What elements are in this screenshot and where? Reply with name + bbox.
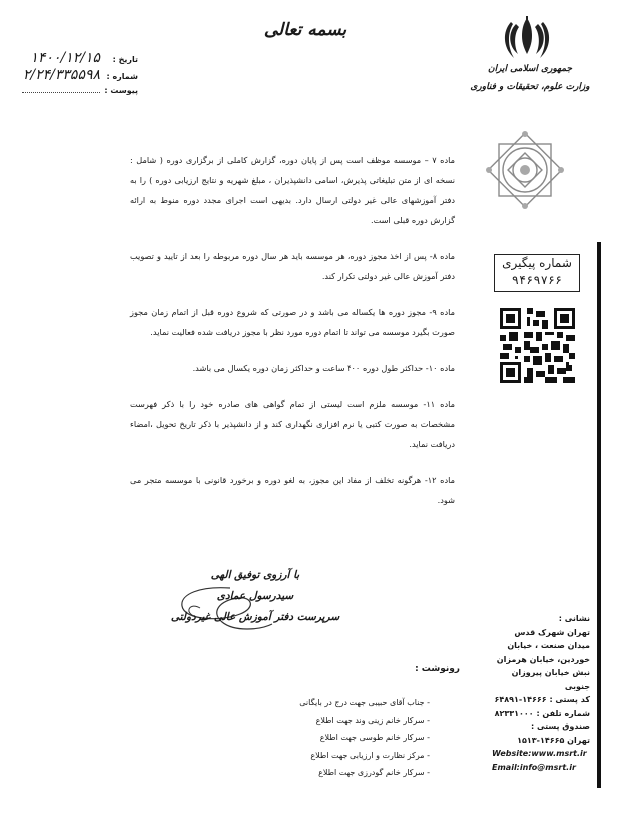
address-line: صندوق پستی : (530, 722, 590, 731)
date-value: ۱۴۰۰/۱۲/۱۵ (30, 50, 100, 66)
signatory-name: سیدرسول عمادی (216, 590, 294, 602)
address-block (492, 612, 590, 775)
country-name: جمهوری اسلامی ایران (487, 64, 573, 74)
date-row (18, 50, 138, 67)
article-7: ماده ۷ – موسسه موظف است پس از پایان دوره، گزارش کاملی از برگزاری دوره ( شامل : نسخه ای از متن تبلیغاتی پذیرش، اسامی دانشپذیران ، مبلغ شهریه و نتایج ارزیابی دوره ) را به دفتر آموزشهای عالی غیر دولتی ارسال دارد. بدیهی است اجرای مجدد دوره منوط به ارائه گزارش دوره قبلی است. (130, 155, 455, 225)
article-9: ماده ۹- مجوز دوره ها یکساله می باشد و در صورتی که شروع دوره قبل از اتمام زمان مجوز صورت بگیرد موسسه می تواند تا اتمام دوره مورد نظر با مجوز دریافت شده فعالیت نماید. (130, 307, 455, 337)
ministry-name: وزارت علوم، تحقیقات و فناوری (470, 82, 590, 92)
email-link[interactable]: Email:info@msrt.ir (492, 763, 576, 772)
article-10: ماده ۱۰- حداکثر طول دوره ۴۰۰ ساعت و حداکثر زمان دوره یکسال می باشد. (192, 363, 455, 373)
copies-label: رونوشت : (415, 664, 460, 674)
copy-item: - سرکار خانم طوسی جهت اطلاع (319, 733, 430, 742)
signature-block (160, 565, 350, 628)
article-12: ماده ۱۲- هرگونه تخلف از مفاد این مجوز، به لغو دوره و برخورد قانونی با موسسه متجر می شود. (130, 475, 455, 505)
date-label: تاریخ : (112, 55, 138, 64)
website-link[interactable]: Website:www.msrt.ir (492, 749, 587, 758)
vertical-divider (597, 242, 601, 788)
bismillah-heading: بسمه تعالی (263, 20, 347, 40)
letter-meta (18, 50, 138, 101)
ornament-icon (483, 128, 567, 212)
signatory-title: سرپرست دفتر آموزش عالی غیردولتی (170, 611, 340, 623)
address-line: خوردین، خیابان هرمزان (496, 654, 590, 664)
tracking-number: ۹۴۶۹۷۶۶ (511, 273, 563, 287)
article-11: ماده ۱۱- موسسه ملزم است لیستی از تمام گواهی های صادره خود را با ذکر فهرست مشخصات به صورت کتبی یا نرم افزاری نگهداری کند و از دانشپذیر با ذکر تاریخ تحویل ،امضاء دریافت نماید. (130, 399, 455, 449)
number-label: شماره : (106, 72, 138, 81)
number-row (18, 67, 138, 84)
copy-item: - سرکار خانم گودرزی جهت اطلاع (318, 768, 430, 777)
copy-item: - جناب آقای حبیبی جهت درج در بایگانی (299, 698, 430, 707)
address-line: نبش خیابان پیروزان جنوبی (511, 668, 590, 691)
address-line: شماره تلفن : ۸۲۳۳۱۰۰۰ (494, 708, 590, 718)
copy-item: - مرکز نظارت و ارزیابی جهت اطلاع (310, 750, 430, 760)
address-line: نشانی : (558, 614, 590, 623)
articles-body (130, 150, 455, 526)
attachment-label: پیوست : (104, 86, 138, 95)
number-value: ۲/۲۴/۳۳۵۵۹۸ (22, 67, 100, 83)
copy-item: - سرکار خانم زینی وند جهت اطلاع (315, 715, 430, 725)
address-line: تهران ۱۴۶۶۵-۱۵۱۳ (517, 735, 590, 745)
qr-code-icon (500, 307, 575, 384)
tracking-box (494, 254, 580, 292)
address-line: تهران شهرک قدس (514, 627, 590, 637)
closing-text: با آرزوی توفیق الهی (210, 569, 300, 581)
attachment-dots (22, 84, 100, 93)
tracking-label: شماره پیگیری (502, 256, 572, 270)
address-line: میدان صنعت ، خیابان (507, 641, 590, 650)
address-line: کد پستی : ۱۴۶۶۶-۶۴۸۹۱ (494, 695, 590, 704)
attachment-row (18, 84, 138, 101)
iran-emblem-icon (502, 14, 552, 62)
article-8: ماده ۸- پس از اخذ مجوز دوره، هر موسسه باید هر سال دوره مربوطه را بعد از تایید و تصویب دفتر آموزش عالی غیر دولتی تکرار کند. (130, 251, 456, 281)
copies-list (240, 694, 430, 782)
